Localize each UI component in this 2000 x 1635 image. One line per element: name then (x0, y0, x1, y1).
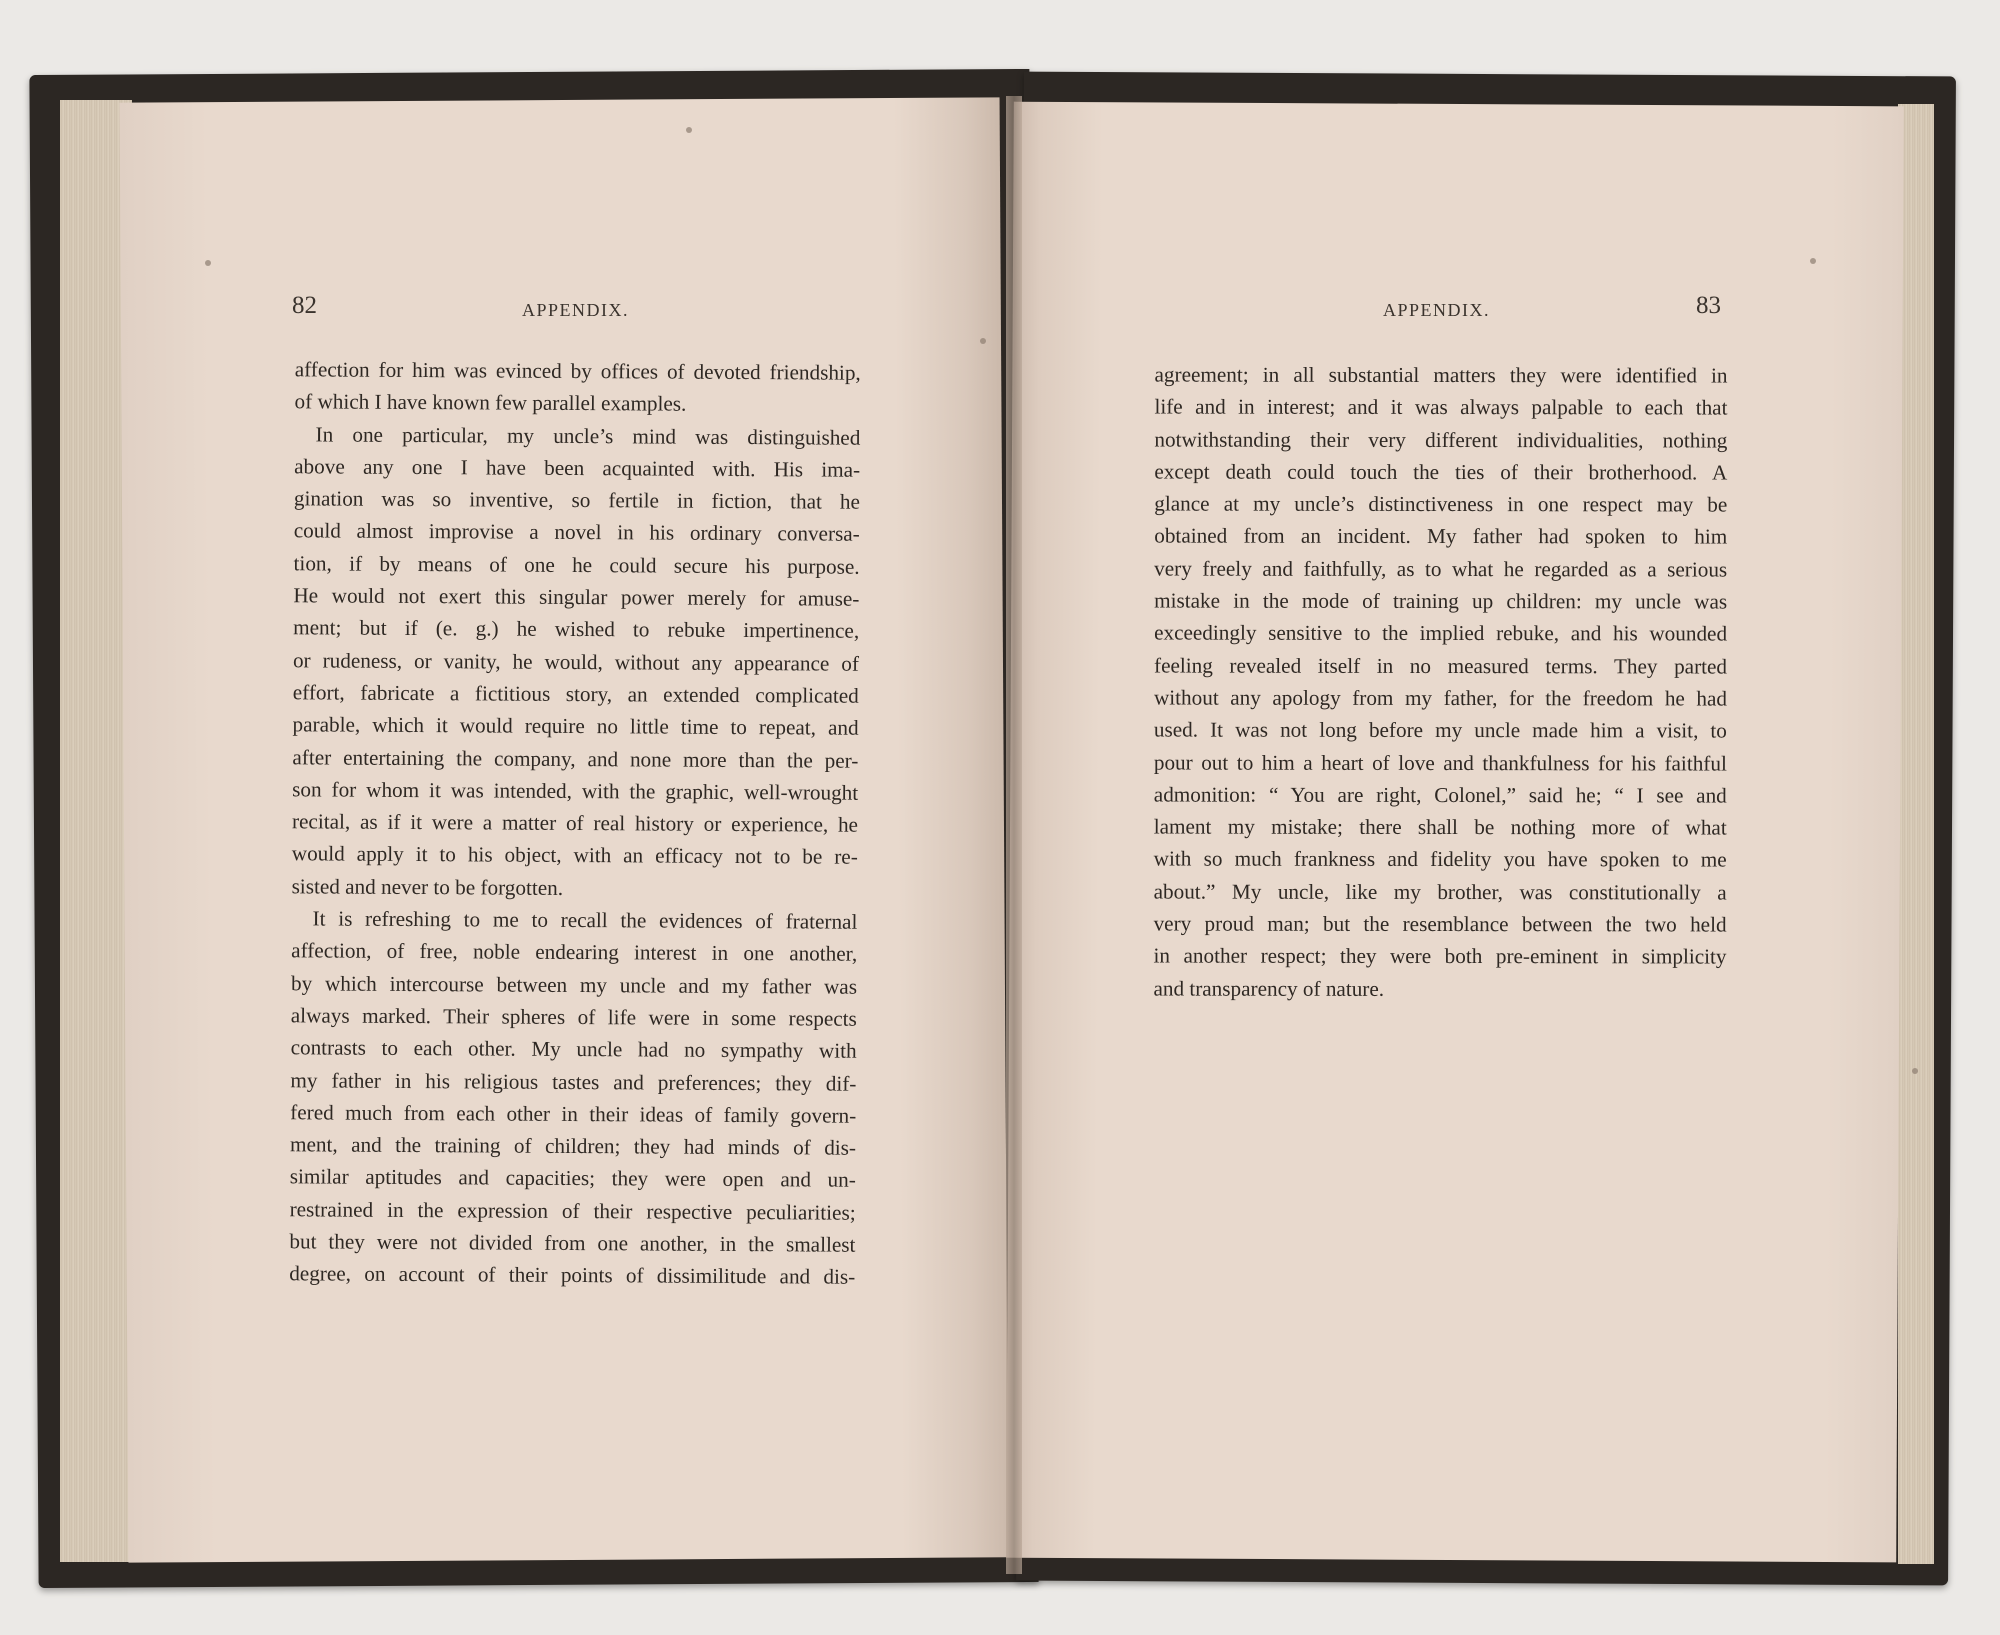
text-line: exceedingly sensitive to the implied rebuke, and his wounded (1154, 620, 1728, 646)
text-line: In one particular, my uncle’s mind was distinguished (294, 421, 861, 450)
text-line: sisted and never to be forgotten. (291, 874, 564, 900)
paper-speck (1810, 258, 1816, 264)
text-line: He would not exert this singular power merely for amuse- (293, 583, 860, 611)
text-line: ment; but if (e. g.) he wished to rebuke impertinence, (293, 615, 860, 644)
text-line: son for whom it was intended, with the graphic, well-wrought (292, 777, 859, 805)
text-line: affection for him was evinced by offices of devoted friendship, (294, 357, 861, 385)
text-line: restrained in the expression of their respective peculiarities; (289, 1196, 856, 1225)
text-line: obtained from an incident. My father had spoken to him (1154, 523, 1728, 549)
text-line: used. It was not long before my uncle made him a visit, to (1153, 717, 1727, 743)
paper-speck (205, 260, 211, 266)
left-page-number: 82 (292, 292, 317, 319)
right-running-head: APPENDIX. (1383, 300, 1491, 320)
text-line: degree, on account of their points of dissimilitude and dis- (289, 1261, 856, 1290)
text-line: would apply it to his object, with an efficacy not to be re- (291, 841, 858, 870)
text-line: but they were not divided from one another, in the smallest (289, 1229, 856, 1257)
paper-speck (1912, 1068, 1918, 1074)
paper-speck (980, 338, 986, 344)
text-line: after entertaining the company, and none more than the per- (292, 744, 859, 773)
text-line: in another respect; they were both pre-eminent in simplicity (1153, 943, 1727, 969)
right-page-body (1153, 359, 1727, 1006)
text-line: It is refreshing to me to recall the evidences of fraternal (291, 906, 858, 934)
text-line: fered much from each other in their ideas of family govern- (290, 1100, 857, 1128)
text-line: contrasts to each other. My uncle had no sympathy with (290, 1035, 857, 1063)
text-line: about.” My uncle, like my brother, was constitutionally a (1153, 879, 1727, 905)
left-page-body (289, 353, 861, 1293)
text-line: life and in interest; and it was always palpable to each that (1154, 394, 1728, 420)
text-line: very freely and faithfully, as to what he regarded as a serious (1154, 556, 1728, 582)
text-line: affection, of free, noble endearing interest in one another, (291, 938, 858, 967)
text-line: notwithstanding their very different individualities, nothing (1154, 427, 1728, 453)
text-line: lament my mistake; there shall be nothing more of what (1153, 814, 1727, 840)
text-line: except death could touch the ties of their brotherhood. A (1154, 459, 1728, 485)
text-line: ment, and the training of children; they had minds of dis- (289, 1132, 857, 1160)
text-line: with so much frankness and fidelity you have spoken to me (1153, 846, 1727, 872)
text-line: feeling revealed itself in no measured terms. They parted (1154, 653, 1728, 679)
text-line: and transparency of nature. (1153, 976, 1385, 1001)
right-page-number: 83 (1696, 292, 1721, 319)
text-line: or rudeness, or vanity, he would, without any appearance of (292, 647, 860, 676)
text-line: effort, fabricate a fictitious story, an extended complicated (292, 680, 859, 708)
text-line: tion, if by means of one he could secure his purpose. (293, 551, 860, 579)
text-line: very proud man; but the resemblance between the two held (1153, 911, 1727, 937)
text-line: always marked. Their spheres of life were in some respects (290, 1003, 857, 1031)
text-line: without any apology from my father, for the freedom he had (1153, 685, 1727, 711)
text-line: gination was so inventive, so fertile in fiction, that he (293, 486, 861, 514)
text-line: of which I have known few parallel examples. (294, 389, 687, 416)
text-line: could almost improvise a novel in his ordinary conversa- (293, 518, 860, 547)
text-line: above any one I have been acquainted with. His ima- (294, 454, 861, 482)
book-gutter (1006, 96, 1022, 1574)
text-line: my father in his religious tastes and preferences; they dif- (290, 1067, 857, 1096)
text-line: mistake in the mode of training up children: my uncle was (1154, 588, 1728, 614)
text-line: agreement; in all substantial matters they were identified in (1154, 362, 1728, 388)
paper-speck (686, 127, 692, 133)
text-line: similar aptitudes and capacities; they were open and un- (289, 1164, 856, 1193)
text-line: recital, as if it were a matter of real history or experience, he (291, 809, 859, 837)
left-running-head: APPENDIX. (522, 300, 630, 320)
text-line: admonition: “ You are right, Colonel,” said he; “ I see and (1153, 782, 1727, 808)
right-page-edges (1898, 104, 1934, 1564)
text-line: by which intercourse between my uncle and my father was (290, 970, 858, 999)
text-line: glance at my uncle’s distinctiveness in one respect may be (1154, 491, 1728, 517)
text-line: pour out to him a heart of love and thankfulness for his faithful (1153, 750, 1727, 776)
text-line: parable, which it would require no little time to repeat, and (292, 712, 859, 740)
